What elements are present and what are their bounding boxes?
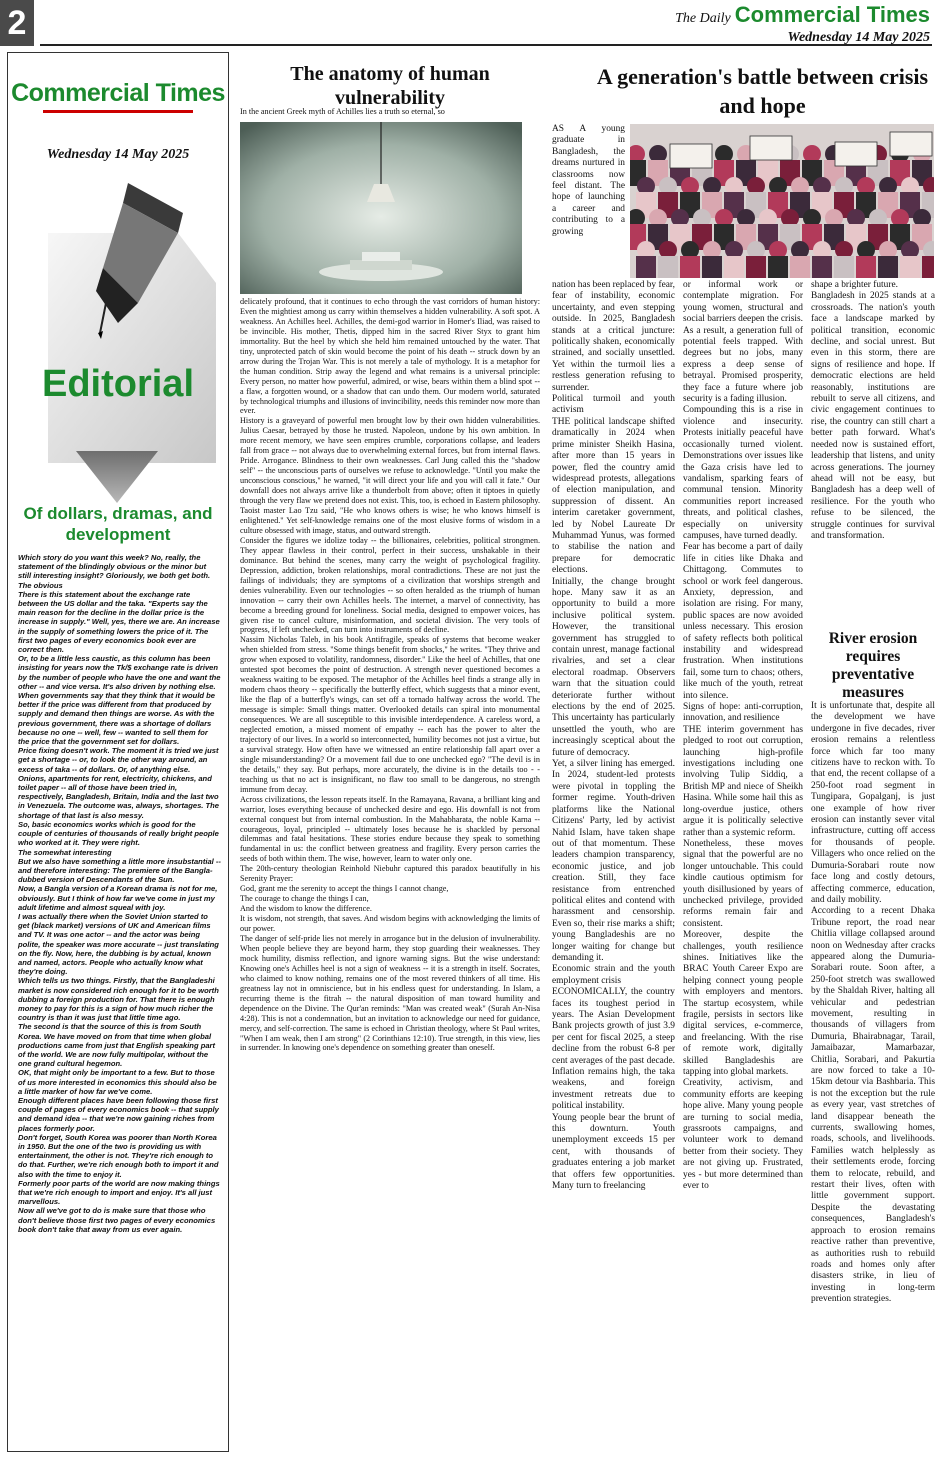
anatomy-paragraph: Nassim Nicholas Taleb, in his book Antifragile, speaks of systems that become weaker when shielded from stress. "Some things benefit from shocks," he writes. "They thrive and grow when exposed to volatility, randomness, disorder." Like the heel of Achilles, that one untested spot becomes the point of destruction. A strength never questioned becomes a weakness waiting to be exposed. The metaphor of the Achilles heel finds a strange ally in modern chaos theory -- specifically the butterfly effect, which suggests that a minor event, like the flap of a butterfly's wings, can set off a tornado halfway across the world. The message is simple: Small things matter. Overlooked details can spiral into monumental consequences. We are all susceptible to this invisible interdependence. A careless word, a neglected emotion, a missed moment of empathy -- each has the power to alter the trajectory of our lives. In a world so interconnected, humility becomes not just a virtue, but a survival strategy. How often have we witnessed an entire relationship fall apart over a single misunderstanding? Or a movement fail due to one unchecked ego? "The devil is in the details," they say. But perhaps, more accurately, the divine is in the details too - - teaching us that no act is insignificant, no flaw too small to be dangerous, no strength immune from decay.	[240, 635, 540, 794]
editorial-paragraph: Onions, apartments for rent, electricity, chickens, and toilet paper -- all of those have been tried in, respectively, Bangladesh, Britain, India and the last two in Venezuela. The outcome was, always, shortages. The shortage of that last is also messy.	[18, 773, 220, 820]
generation-paragraph: Signs of hope: anti-corruption, innovation, and resilience	[683, 702, 803, 724]
protest-sign	[835, 142, 877, 166]
generation-col1-top	[552, 124, 625, 279]
editorial-paragraph: Or, to be a little less caustic, as this column has been insisting for years now the Tk/$ exchange rate is driven by the number of people who have the one and want the other -- and vice versa. It's also driven by nothing else.	[18, 654, 221, 691]
anatomy-intro: In the ancient Greek myth of Achilles lies a truth so eternal, so	[240, 107, 445, 116]
generation-col3	[811, 280, 935, 628]
crowd-figure	[768, 256, 788, 278]
anatomy-paragraph: Consider the figures we idolize today -- the billionaires, celebrities, political strongmen. They appear flawless in their control, perfect in their success, unshakable in their dominance. But behind the scenes, many carry the weight of psychological fragility. Depression, addiction, broken relationships, moral contradictions. These are not just the failings of individuals; they are symptoms of a civilization that worships strength and denies vulnerability. Even our technologies -- so often heralded as the triumph of human innovation -- carry their own Achilles heels. The internet, a marvel of connectivity, has become a breeding ground for loneliness. Social media, designed to empower voices, has given rise to cancel culture, misinformation, and societal division. The very tools of progress, if left unchecked, can turn into instruments of decline.	[240, 535, 540, 635]
generation-paragraph: Bangladesh in 2025 stands at a crossroads. The nation's youth face a landscape marked by political transition, economic decline, and social unrest. But even in this storm, there are signs of resilience and hope. If democratic elections are held reasonably, institutions are rebuilt to serve all citizens, and civic engagement continues to rise, the country can still chart a better path forward. What's needed now is sustained effort, leadership that listens, and unity across generations. The journey ahead will not be easy, but Bangladesh has a deep well of resilience. For the youth who refuse to be silenced, the struggle continues for survival and transformation.	[811, 291, 935, 541]
crowd-figure	[856, 256, 876, 278]
protest-sign	[670, 144, 712, 168]
crowd-figure	[900, 256, 920, 278]
generation-col1	[552, 280, 675, 1455]
editorial-paragraph: The second is that the source of this is from South Korea. We have moved on from that time when global productions came from just that English speaking part of the world. We are now fully multipolar, without the one grand cultural hegemon.	[18, 1022, 216, 1069]
protest-sign	[750, 136, 792, 160]
editorial-paragraph: OK, that might only be important to a few. But to those of us more interested in economics this should also be a little marker of how far we've come.	[18, 1068, 217, 1096]
masthead	[675, 2, 930, 46]
anatomy-paragraph: The 20th-century theologian Reinhold Niebuhr captured this paradox beautifully in his Serenity Prayer:	[240, 864, 540, 884]
generation-paragraph: Economic strain and the youth employment crisis	[552, 964, 675, 986]
river-headline: River erosion requires preventative measures	[828, 630, 918, 701]
river-paragraph: According to a recent Dhaka Tribune report, the road near Chitlia village collapsed around noon on Wednesday after cracks appeared along the Dumuria-Sorabari route. Soon after, a 250-foot stretch was swallowed by the Shaldah River, halting all vehicular and pedestrian movement, resulting in thousands of villagers from Dumuria, Bhairabnagar, Tarail, Jamaibazar, Mamarbazar, Chitlia, Sorabari, and Pakurtia are now forced to take a 10-15km detour via Bashbaria. This is not the exception but the rule as every year, vast stretches of land disappear beneath the currents, swallowing homes, roads, schools, and livelihoods. Families watch helplessly as their settlements erode, forcing them to relocate, rebuild, and restart their lives, often with little government support. Despite the devastating consequences, Bangladesh's approach to erosion remains reactive rather than preventive, as authorities rush to rebuild roads and homes only after disasters strike, in lieu of investing in long-term prevention strategies.	[811, 906, 935, 1305]
protest-image-icon	[630, 124, 934, 278]
crowd-figure	[680, 256, 700, 278]
editorial-paragraph: But we also have something a little more insubstantial -- and therefore interesting: The premiere of the Bangla-dubbed version of Descendants of the Sun.	[18, 856, 221, 885]
masthead-the-daily: The Daily	[675, 11, 731, 26]
crowd-figure	[636, 256, 656, 278]
editorial-paragraph: The somewhat interesting	[18, 847, 112, 857]
crowd-figure	[812, 256, 832, 278]
anatomy-headline: The anatomy of human vulnerability	[290, 63, 490, 109]
generation-paragraph: or informal work or contemplate migration. For young women, structural and social barriers deepen the crisis.	[683, 280, 803, 325]
lamp-photo	[240, 122, 522, 294]
masthead-date: Wednesday 14 May 2025	[787, 30, 930, 45]
page-number: 2	[0, 0, 34, 46]
anatomy-paragraph: History is a graveyard of powerful men brought low by their own hidden vulnerabilities. Julius Caesar, betrayed by those he trusted. Napoleon, undone by his own ambition. In more recent memory, we have seen empires crumble, corporations collapse, and leaders fall from grace -- not always due to overwhelming external forces, but from internal flaws. Pride. Arrogance. Blindness to their own weaknesses. Carl Jung called this the "shadow self" -- the unconscious parts of ourselves we refuse to acknowledge. "Until you make the unconscious conscious," he warned, "it will direct your life and you will call it fate." Our downfall does not always arrive like a thunderbolt from above; often it tiptoes in quietly through the very flaw we pretend does not exist. This, too, is echoed in Eastern philosophy. Taoist master Lao Tzu said, "He who knows others is wise; he who knows himself is enlightened." Yet self-knowledge remains one of the most elusive forms of wisdom in a culture obsessed with image, status, and outward strength.	[240, 416, 540, 535]
generation-paragraph: THE political landscape shifted dramatically in 2024 when prime minister Sheikh Hasina, after more than 15 years in power, fled the country amid widespread protests, allegations of election manipulation, and suppression of dissent. An interim caretaker government, led by Nobel Laureate Dr Muhammad Yunus, was formed to stabilise the nation and prepare for democratic elections.	[552, 416, 675, 576]
crowd-figure	[834, 256, 854, 278]
crowd-figure	[702, 256, 722, 278]
editorial-paragraph: Which tells us two things. Firstly, that the Bangladeshi market is now considered rich enough for it to be worth dubbing a foreign production for. That there is enough money to pay for this is a sign of how much richer the country is than it was just that little time ago.	[18, 976, 219, 1023]
editorial-panel	[7, 52, 229, 1452]
crowd-figure	[790, 256, 810, 278]
protest-photo	[630, 124, 934, 278]
generation-paragraph: Initially, the change brought hope. Many saw it as an opportunity to build a more inclusive political system. However, the transitional government has struggled to contain unrest, manage factional rivalries, and set a clear electoral roadmap. Observers warn that the situation could deteriorate further without elections by the end of 2025. This uncertainty has particularly unsettled the youth, who are increasingly sceptical about the future of democracy.	[552, 576, 675, 758]
editorial-body	[8, 553, 228, 1234]
generation-paragraph: shape a brighter future.	[811, 280, 898, 290]
generation-paragraph: Young people bear the brunt of this downturn. Youth unemployment exceeds 15 per cent, with thousands of graduates entering a job market that offers few opportunities. Many turn to freelancing	[552, 1112, 675, 1192]
editorial-paragraph: Which story do you want this week? No, really, the statement of the blindingly obvious or the minor but still interesting insight? Gloriously, we both get both.	[18, 553, 211, 581]
crowd-figure	[724, 256, 744, 278]
editorial-paragraph: Enough different places have been following those first couple of pages of every economics book -- that supply and demand idea -- that we're now gaining riches from places formerly poor.	[18, 1095, 219, 1133]
protest-sign	[890, 132, 932, 156]
editorial-paragraph: So, basic economics works which is good for the couple of centuries of thousands of really bright people who worked at it. They were right.	[18, 819, 219, 848]
logo-underline	[43, 110, 193, 113]
crowd-figure	[746, 256, 766, 278]
anatomy-paragraph: And the wisdom to know the difference.	[240, 904, 372, 914]
generation-paragraph: Fear has become a part of daily life in cities like Dhaka and Chittagong. Commutes to school or work feel dangerous. Anxiety, depression, and isolation are rising. For many, public spaces are now avoided unless necessary. This erosion of safety reflects both political instability and widespread frustration. When institutions fail, some turn to chaos; others, like much of the youth, retreat into silence.	[683, 542, 803, 701]
editorial-paragraph: Formerly poor parts of the world are now making things that we're rich enough to import and enjoy. It's all just marvellous.	[18, 1178, 220, 1207]
generation-paragraph: Creativity, activism, and community efforts are keeping hope alive. Many young people are turning to social media, grassroots campaigns, and volunteer work to demand better from their society. They are not giving up. Frustrated, yes - but more determined than ever to	[683, 1078, 803, 1192]
crowd-figure	[922, 256, 934, 278]
editorial-paragraph: Now, a Bangla version of a Korean drama is not for me, obviously. But I think of how far we've come in just my adult lifetime and almost squeal with joy.	[18, 884, 218, 912]
anatomy-paragraph: delicately profound, that it continues to echo through the vast corridors of human history: Even the mightiest among us carry within themselves a hidden vulnerability. A soft spot. A weakness. An Achilles heel. Achilles, the demi-god warrior in Homer's Iliad, was raised to be invincible. His mother, Thetis, dipped him in the sacred River Styx to grant him immortality. But the heel by which she held him remained untouched by the water. That tiny, unprotected patch of skin would become the point of his death -- struck down by an arrow during the Trojan War. This is not merely a tale of mythology. It is a metaphor for the human condition. Strip away the legend and what remains is a universal principle: Every person, no matter how powerful, admired, or wise, bears within them a blind spot -- a flaw, a forgotten wound, or a shadow that can undo them. Our modern world, saturated by technological triumphs and illusions of invincibility, needs this reminder now more than ever.	[240, 297, 540, 416]
generation-paragraph: Political turmoil and youth activism	[552, 394, 675, 416]
generation-paragraph: THE interim government has pledged to root out corruption, launching high-profile investigations including one involving Tulip Siddiq, a British MP and niece of Sheikh Hasina. While some hail this as long-overdue justice, others argue it is politically selective rather than a systemic reform.	[683, 724, 803, 838]
anatomy-paragraph: Across civilizations, the lesson repeats itself. In the Ramayana, Ravana, a brilliant king and warrior, loses everything because of unchecked desire and ego. His downfall is not from external conquest but from internal combustion. In the Mahabharata, the noble Karna -- courageous, loyal, principled -- ultimately loses because he is shackled by personal dilemmas and fatal hesitations. These stories endure because they speak to something fundamental in us: the conflict between greatness and fragility. Every person carries the seeds of both within them. The wise, however, learn to water only one.	[240, 794, 540, 864]
generation-paragraph: Yet, a silver lining has emerged. In 2024, student-led protests were pivotal in toppling the former regime. Youth-driven platforms like the National Citizens' Party, led by activist Nahid Islam, have taken shape out of that momentum. These leaders champion transparency, economic justice, and job creation. Still, they face resistance from entrenched political elites and contend with harassment and censorship. Even so, their rise marks a shift; young Bangladeshis are no longer waiting for change but demanding it.	[552, 759, 675, 963]
pen-illustration-icon	[8, 173, 229, 503]
editorial-art	[8, 173, 228, 503]
river-paragraph: It is unfortunate that, despite all the development we have undergone in five decades, river erosion remains a relentless force which far too many citizens have to reckon with. To that end, the recent collapse of a 250-foot road segment in Tungipara, Gopalganj, is just one example of how river erosion can instantly sever vital infrastructure, cutting off access for thousands of people. Villagers who once relied on the Dumuria-Sorabari route now face long and costly detours, affecting commerce, education, and daily mobility.	[811, 701, 935, 905]
editorial-label: Editorial	[41, 363, 195, 405]
generation-headline: A generation's battle between crisis and hope	[596, 64, 929, 118]
masthead-brand: Commercial Times	[734, 2, 930, 27]
header-rule	[40, 44, 932, 46]
editorial-logo-text: Commercial Times	[11, 79, 225, 107]
river-body	[811, 701, 935, 1455]
editorial-paragraph: Don't forget, South Korea was poorer than North Korea in 1950. But the one of the two is providing us with entertainment, the other is not. They're rich enough to do that. Further, we're rich enough both to import it and also with the time to enjoy it.	[18, 1132, 219, 1179]
editorial-paragraph: Now all we've got to do is make sure that those who don't believe those first two pages of every economics book don't take that away from us ever again.	[18, 1206, 216, 1234]
generation-col2	[683, 280, 803, 1455]
editorial-paragraph: There is this statement about the exchange rate between the US dollar and the taka. "Experts say the main reason for the decline in the dollar price is the increase in supply." Well, yes, there we are. An increase in the supply of something lowers the price of it. The first two pages of every economics book ever are correct then.	[18, 589, 220, 655]
editorial-paragraph: When governments say that they think that it would be better if the price was different from that produced by supply and demand then things are worse. As with the previous government, there was a shortage of dollars because no one -- well, few -- wanted to sell them for the price that the government set for dollars.	[18, 691, 216, 747]
anatomy-paragraph: It is wisdom, not strength, that saves. And wisdom begins with acknowledging the limits of our power.	[240, 914, 540, 934]
anatomy-body	[240, 297, 540, 1457]
generation-paragraph: nation has been replaced by fear, fear of instability, economic uncertainty, and even stepping outside. In 2025, Bangladesh stands at a critical juncture: politically shaken, economically strained, and socially unsettled. Yet within the turmoil lies a restless generation refusing to surrender.	[552, 280, 675, 393]
anatomy-paragraph: The courage to change the things I can,	[240, 894, 369, 904]
crowd-figure	[878, 256, 898, 278]
generation-paragraph: Compounding this is a rise in violence and insecurity. Protests initially peaceful have occasionally turned violent. Demonstrations over issues like the Gaza crisis have led to vandalism, sparking fears of communal tension. Minority communities report increased threats, and political clashes, especially on university campuses, have turned deadly.	[683, 405, 803, 541]
editorial-logo	[8, 79, 228, 113]
generation-paragraph: AS A young graduate in Bangladesh, the dreams nurtured in classrooms now feel distant. The hope of launching a career and contributing to a growing	[552, 124, 625, 237]
anatomy-paragraph: The danger of self-pride lies not merely in arrogance but in the delusion of invulnerability. When people believe they are beyond harm, they stop guarding their weaknesses. They mock humility, dismiss reflection, and ignore warning signs. But the wise understand: Knowing one's Achilles heel is not a sign of weakness -- it is a strength in itself. Socrates, who claimed to know nothing, remains one of the most revered thinkers of all time. His greatness lay not in omniscience, but in his endless quest for understanding. In Islam, a recurring theme is the fitrah -- the natural disposition of man toward humility and dependence on the Divine. The Qur'an reminds: "Man was created weak" (Surah An-Nisa 4:28). This is not a condemnation, but an invitation to acknowledge our need for guidance, mercy, and self-correction. The same is echoed in Christian theology, where St Paul writes, "When I am weak, then I am strong" (2 Corinthians 12:10). True strength, in this view, lies in surrender. In knowing one's dependence on something greater than oneself.	[240, 934, 540, 1053]
crowd-figure	[658, 256, 678, 278]
editorial-paragraph: Price fixing doesn't work. The moment it is tried we just get a shortage -- or, to look the other way around, an excess of taka -- of dollars. Or, of anything else.	[18, 746, 219, 774]
editorial-paragraph: The obvious	[18, 580, 63, 590]
generation-paragraph: As a result, a generation full of potential feels trapped. With degrees but no jobs, many express a deep sense of betrayal. Promised prosperity, they face a future where job security is a fading illusion.	[683, 325, 803, 405]
generation-paragraph: ECONOMICALLY, the country faces its toughest period in years. The Asian Development Bank projects growth of just 3.9 per cent for fiscal 2025, a steep decline from the robust 6-8 per cent averages of the past decade. Inflation remains high, the taka weakens, and foreign investment retreats due to political instability.	[552, 987, 675, 1112]
editorial-paragraph: I was actually there when the Soviet Union started to get (black market) versions of UK and American films and TV. It was one actor -- and the actor was being polite, the speaker was more accurate -- just translating on the fly. Now, here, the dubbing is by actual, known and named, actors. People who actually know what they're doing.	[18, 911, 219, 977]
lamp-image-icon	[240, 122, 522, 294]
generation-paragraph: Moreover, despite the challenges, youth resilience shines. Initiatives like the BRAC Youth Career Expo are helping connect young people with employers and mentors. The startup ecosystem, while fragile, persists in sectors like digital services, e-commerce, and freelancing. With the rise of remote work, digitally skilled Bangladeshis are tapping into global markets.	[683, 930, 803, 1078]
anatomy-paragraph: God, grant me the serenity to accept the things I cannot change,	[240, 884, 449, 894]
generation-paragraph: Nonetheless, these moves signal that the powerful are no longer untouchable. This could kindle cautious optimism for youth disillusioned by years of unchecked privilege, provided reforms remain fair and consistent.	[683, 838, 803, 929]
editorial-headline: Of dollars, dramas, and development	[23, 504, 213, 544]
editorial-date: Wednesday 14 May 2025	[46, 147, 190, 162]
